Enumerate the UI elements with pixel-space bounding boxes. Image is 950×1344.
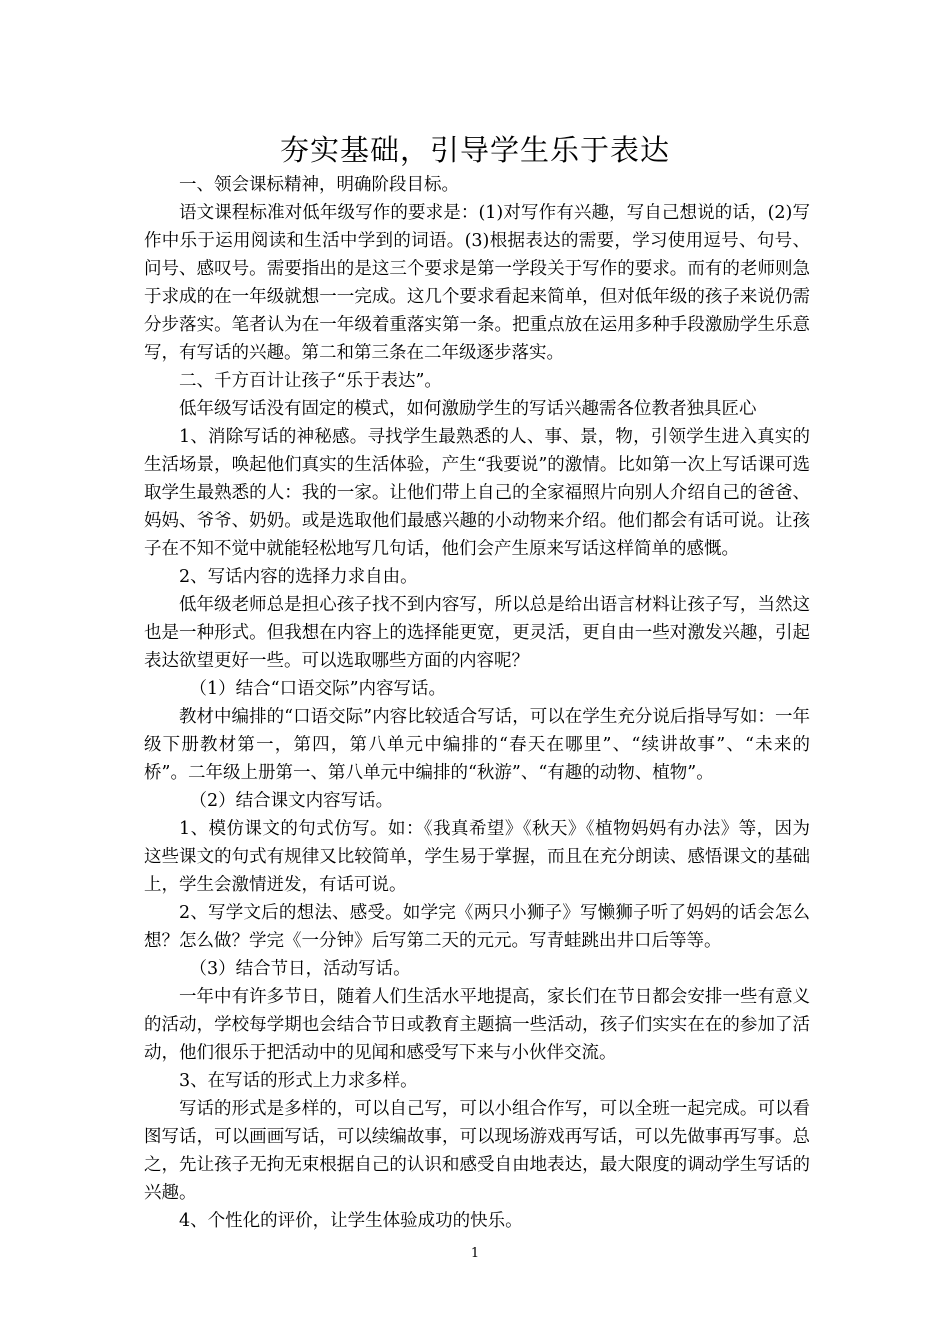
- paragraph-subheading: （1）结合“口语交际”内容写话。: [189, 679, 447, 699]
- page-number: 1: [470, 1246, 480, 1261]
- paragraph: 写话的形式是多样的，可以自己写，可以小组合作写，可以全班一起完成。可以看图写话，可以画画写话，可以续编故事，可以现场游戏再写话，可以先做事再写事。总之，先让孩子无拘无束根据自己的认识和感受自由地表达，最大限度的调动学生写话的兴趣。: [144, 1099, 810, 1203]
- paragraph: 2、写学文后的想法、感受。如学完《两只小狮子》写懒狮子听了妈妈的话会怎么想？怎么做？学完《一分钟》后写第二天的元元。写青蛙跳出井口后等等。: [144, 903, 810, 951]
- paragraph: 1、消除写话的神秘感。寻找学生最熟悉的人、事、景，物，引领学生进入真实的生活场景，唤起他们真实的生活体验，产生“我要说”的激情。比如第一次上写话课可选取学生最熟悉的人：我的一家。让他们带上自己的全家福照片向别人介绍自己的爸爸、妈妈、爷爷、奶奶。或是选取他们最感兴趣的小动物来介绍。他们都会有话可说。让孩子在不知不觉中就能轻松地写几句话，他们会产生原来写话这样简单的感慨。: [144, 427, 810, 559]
- paragraph-heading-1: 一、领会课标精神，明确阶段目标。: [179, 175, 459, 195]
- paragraph-heading-2: 二、千方百计让孩子“乐于表达”。: [179, 371, 442, 391]
- paragraph-subheading: 4、个性化的评价，让学生体验成功的快乐。: [179, 1211, 523, 1231]
- document-title: 夯实基础，引导学生乐于表达: [279, 133, 670, 167]
- paragraph-subheading: （3）结合节日，活动写话。: [189, 959, 411, 979]
- paragraph-subheading: 3、在写话的形式上力求多样。: [179, 1071, 418, 1091]
- paragraph: 语文课程标准对低年级写作的要求是：(1)对写作有兴趣，写自己想说的话，(2)写作中乐于运用阅读和生活中学到的词语。(3)根据表达的需要，学习使用逗号、句号、问号、感叹号。需要指出的是这三个要求是第一学段关于写作的要求。而有的老师则急于求成的在一年级就想一一完成。这几个要求看起来简单，但对低年级的孩子来说仍需分步落实。笔者认为在一年级着重落实第一条。把重点放在运用多种手段激励学生乐意写，有写话的兴趣。第二和第三条在二年级逐步落实。: [144, 203, 810, 363]
- paragraph: 1、模仿课文的句式仿写。如：《我真希望》《秋天》《植物妈妈有办法》等，因为这些课文的句式有规律又比较简单，学生易于掌握，而且在充分朗读、感悟课文的基础上，学生会激情迸发，有话可说。: [144, 819, 810, 895]
- paragraph: 一年中有许多节日，随着人们生活水平地提高，家长们在节日都会安排一些有意义的活动，学校每学期也会结合节日或教育主题搞一些活动，孩子们实实在在的参加了活动，他们很乐于把活动中的见闻和感受写下来与小伙伴交流。: [144, 987, 810, 1063]
- paragraph: 低年级老师总是担心孩子找不到内容写，所以总是给出语言材料让孩子写，当然这也是一种形式。但我想在内容上的选择能更宽，更灵活，更自由一些对激发兴趣，引起表达欲望更好一些。可以选取哪些方面的内容呢？: [144, 595, 810, 671]
- paragraph-subheading: 2、写话内容的选择力求自由。: [179, 567, 418, 587]
- paragraph: 低年级写话没有固定的模式，如何激励学生的写话兴趣需各位教者独具匠心: [179, 399, 757, 419]
- document-body: [144, 171, 810, 1235]
- paragraph-subheading: （2）结合课文内容写话。: [189, 791, 394, 811]
- paragraph: 教材中编排的“口语交际”内容比较适合写话，可以在学生充分说后指导写如：一年级下册教材第一，第四，第八单元中编排的“春天在哪里”、“续讲故事”、“未来的桥”。二年级上册第一、第八单元中编排的“秋游”、“有趣的动物、植物”。: [144, 707, 810, 783]
